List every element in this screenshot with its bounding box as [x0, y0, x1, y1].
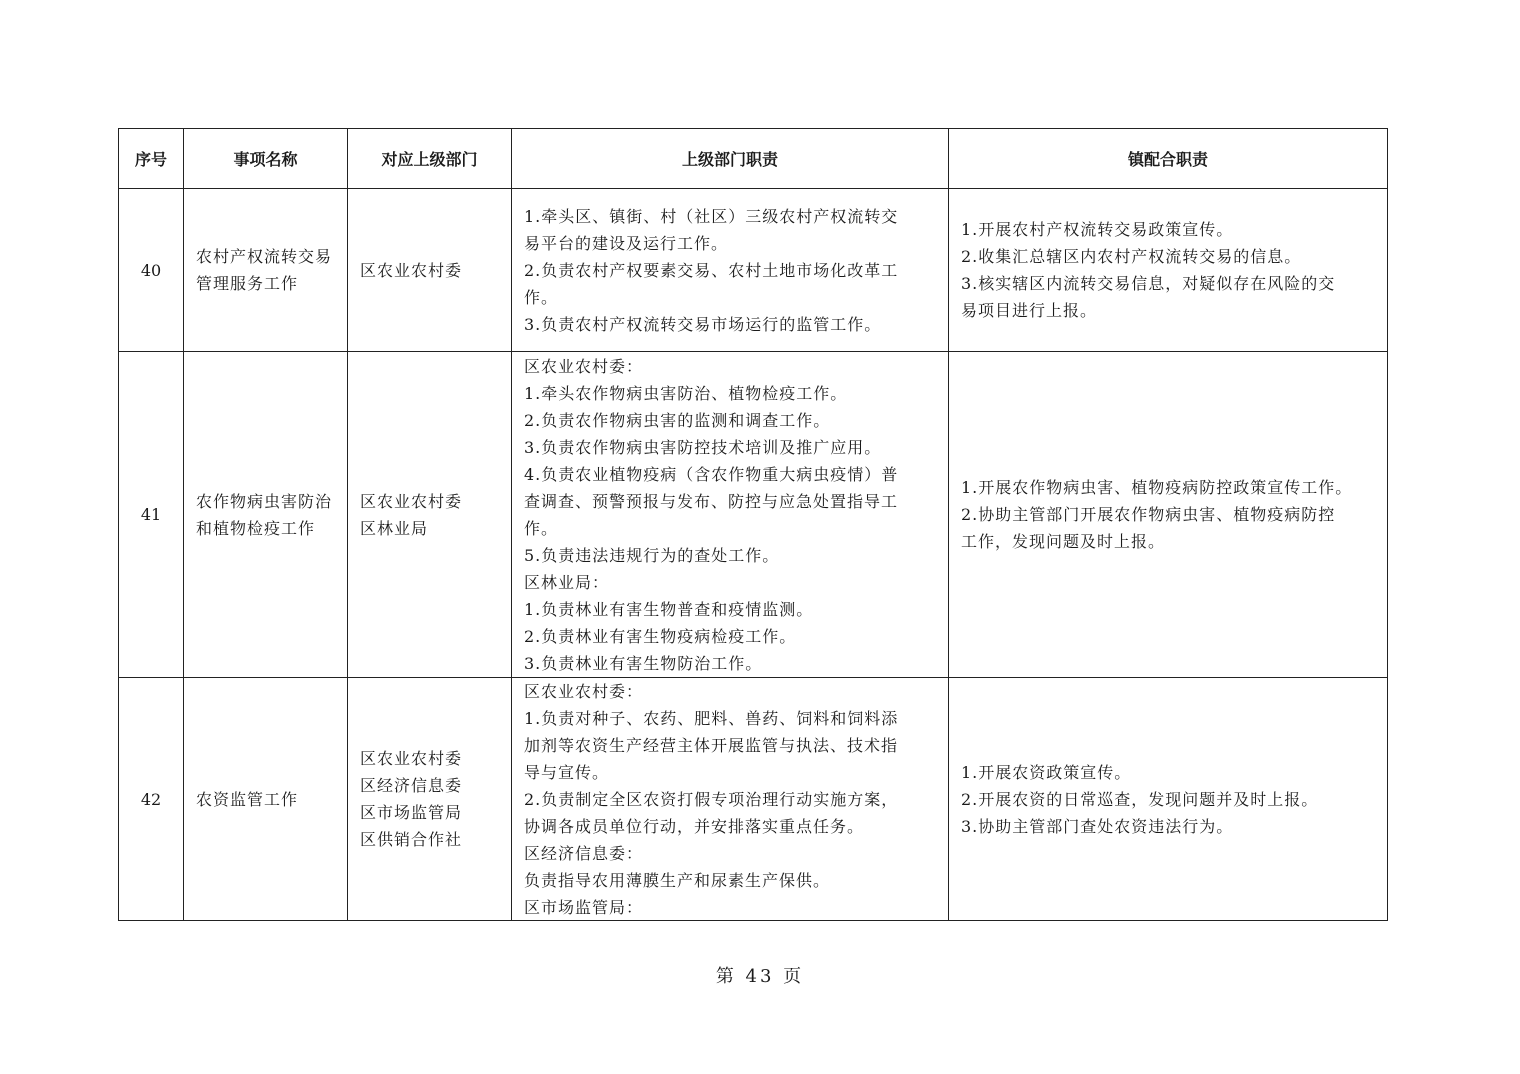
table-row [119, 352, 1388, 678]
duty-line: 负责指导农用薄膜生产和尿素生产保供。 [524, 871, 831, 890]
department-name: 区供销合作社 [360, 830, 463, 849]
department-name: 区经济信息委 [360, 776, 463, 795]
town-duties-cell [949, 678, 1388, 921]
town-duty-line: 2.开展农资的日常巡查，发现问题并及时上报。 [961, 789, 1319, 809]
town-duty-line: 工作，发现问题及时上报。 [961, 532, 1166, 551]
duty-line: 导与宣传。 [524, 763, 610, 782]
duty-line: 作。 [524, 287, 559, 307]
duty-line: 查调查、预警预报与发布、防控与应急处置指导工 [524, 491, 899, 511]
superior-duties-cell [512, 352, 949, 678]
department-name: 区林业局 [360, 518, 429, 538]
duty-line: 2.负责林业有害生物疫病检疫工作。 [524, 626, 797, 646]
town-duty-line: 1.开展农村产权流转交易政策宣传。 [961, 220, 1234, 239]
row-number: 41 [119, 352, 184, 678]
superior-duties-cell [512, 189, 949, 352]
duty-line: 4.负责农业植物疫病（含农作物重大病虫疫情）普 [524, 464, 899, 484]
header-item-name: 事项名称 [184, 129, 348, 189]
item-name: 农村产权流转交易管理服务工作 [196, 247, 333, 293]
duty-line: 易平台的建设及运行工作。 [524, 233, 729, 253]
duty-line: 3.负责农村产权流转交易市场运行的监管工作。 [524, 314, 882, 334]
duty-line: 区农业农村委： [524, 682, 644, 701]
town-duty-line: 2.收集汇总辖区内农村产权流转交易的信息。 [961, 247, 1302, 266]
duty-line: 区农业农村委： [524, 356, 644, 376]
department-cell [348, 189, 512, 352]
table-row [119, 189, 1388, 352]
town-duty-line: 易项目进行上报。 [961, 301, 1098, 320]
duty-line: 协调各成员单位行动，并安排落实重点任务。 [524, 817, 865, 836]
duty-line: 1.负责林业有害生物普查和疫情监测。 [524, 599, 814, 619]
item-name: 农资监管工作 [196, 789, 299, 809]
department-name: 区市场监管局 [360, 803, 463, 822]
town-duty-line: 2.协助主管部门开展农作物病虫害、植物疫病防控 [961, 505, 1336, 524]
duty-line: 5.负责违法违规行为的查处工作。 [524, 545, 780, 565]
duty-line: 3.负责林业有害生物防治工作。 [524, 653, 763, 673]
town-duties-cell [949, 189, 1388, 352]
department-name: 区农业农村委 [360, 491, 463, 511]
header-serial-number: 序号 [119, 129, 184, 189]
row-number: 40 [119, 189, 184, 352]
duty-line: 2.负责农作物病虫害的监测和调查工作。 [524, 410, 831, 430]
duty-line: 区经济信息委： [524, 844, 644, 863]
superior-duties-cell [512, 678, 949, 921]
header-town-duties: 镇配合职责 [949, 129, 1388, 189]
duty-line: 加剂等农资生产经营主体开展监管与执法、技术指 [524, 736, 899, 755]
duty-line: 1.负责对种子、农药、肥料、兽药、饲料和饲料添 [524, 709, 899, 728]
duties-continued-clip [524, 678, 942, 920]
town-duties-cell [949, 352, 1388, 678]
department-cell [348, 352, 512, 678]
responsibility-table [118, 128, 1388, 921]
department-name: 区农业农村委 [360, 749, 463, 768]
item-name-cell [184, 189, 348, 352]
item-name-cell [184, 352, 348, 678]
item-name: 农作物病虫害防治和植物检疫工作 [196, 491, 333, 538]
duty-line: 区林业局： [524, 572, 610, 592]
town-duty-line: 1.开展农作物病虫害、植物疫病防控政策宣传工作。 [961, 478, 1353, 497]
item-name-cell [184, 678, 348, 921]
town-duty-line: 3.核实辖区内流转交易信息，对疑似存在风险的交 [961, 274, 1336, 293]
duty-line: 3.负责农作物病虫害防控技术培训及推广应用。 [524, 437, 882, 457]
table-row [119, 678, 1388, 921]
duty-line: 1.牵头农作物病虫害防治、植物检疫工作。 [524, 383, 848, 403]
duty-line: 作。 [524, 518, 559, 538]
duty-line: 区市场监管局： [524, 898, 644, 917]
department-cell [348, 678, 512, 921]
header-superior-duties: 上级部门职责 [512, 129, 949, 189]
town-duty-line: 3.协助主管部门查处农资违法行为。 [961, 816, 1234, 836]
header-superior-department: 对应上级部门 [348, 129, 512, 189]
duty-line: 2.负责制定全区农资打假专项治理行动实施方案， [524, 790, 899, 809]
row-number: 42 [119, 678, 184, 921]
table-header-row [119, 129, 1388, 189]
duty-line: 1.牵头区、镇街、村（社区）三级农村产权流转交 [524, 206, 899, 226]
page-number: 第 43 页 [715, 966, 805, 987]
town-duty-line: 1.开展农资政策宣传。 [961, 762, 1132, 782]
department-name: 区农业农村委 [360, 260, 463, 280]
duty-line: 2.负责农村产权要素交易、农村土地市场化改革工 [524, 260, 899, 280]
